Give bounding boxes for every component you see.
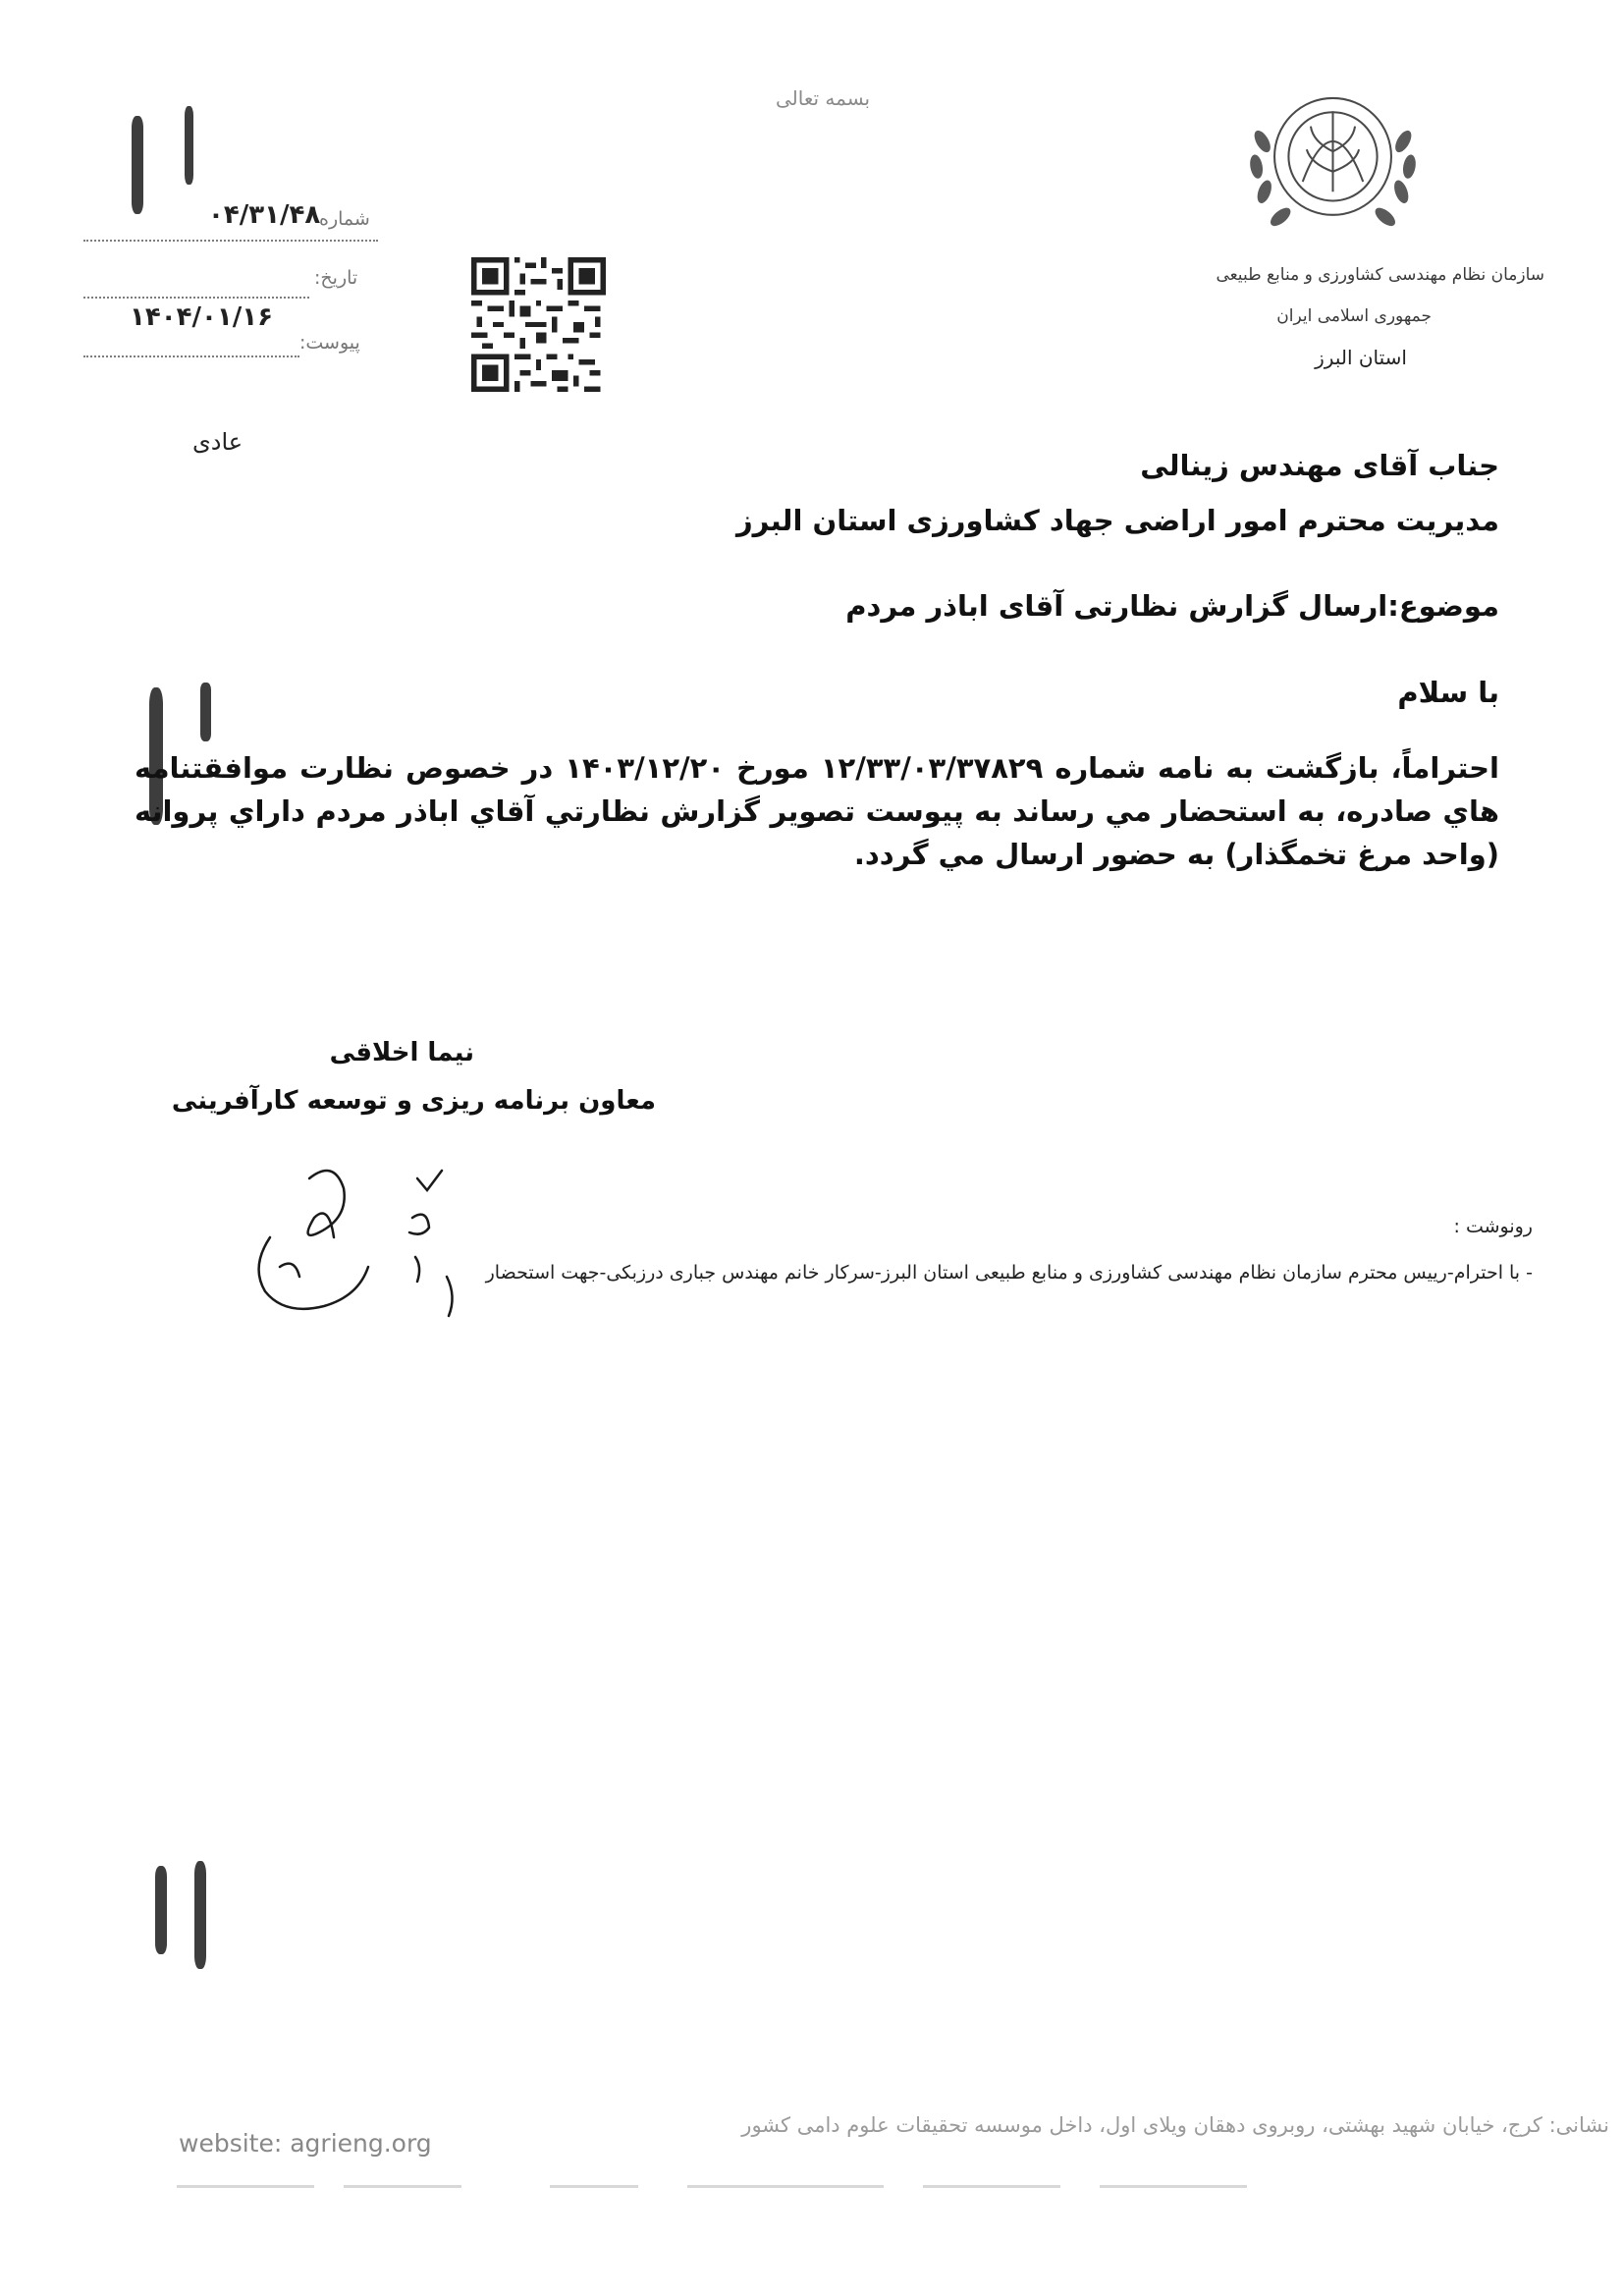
organization-logo [1232, 71, 1434, 252]
footer-website: website: agrieng.org [179, 2129, 432, 2158]
recipient-line: جناب آقای مهندس زینالی [1140, 449, 1499, 482]
handwritten-signature [241, 1159, 466, 1326]
organization-name: سازمان نظام مهندسی کشاورزی و منابع طبیعی [1216, 265, 1544, 285]
dotted-line [83, 240, 378, 242]
number-label: شماره [319, 208, 370, 230]
department-line: مدیریت محترم امور اراضی جهاد کشاورزی استان البرز [735, 504, 1499, 537]
organization-country: جمهوری اسلامی ایران [1276, 306, 1432, 326]
priority-label: عادی [192, 428, 243, 456]
subject-line: موضوع:ارسال گزارش نظارتی آقای اباذر مردم [845, 589, 1499, 623]
qr-code [471, 257, 606, 392]
cc-label: رونوشت : [1453, 1216, 1533, 1237]
letter-body: احتراماً، بازگشت به نامه شماره ۱۲/۳۳/۰۳/۳۷۸۲۹ مورخ ۱۴۰۳/۱۲/۲۰ در خصوص نظارت موافقتنامه هاي صادره، به استحضار مي رساند به پيوست تصوير گزارش نظارتي آقاي اباذر مردم داراي پروانه (واحد مرغ تخمگذار) به حضور ارسال مي گردد. [135, 751, 1499, 871]
date-value: ۱۴۰۴/۰۱/۱۶ [130, 302, 273, 332]
signer-name: نیما اخلاقی [329, 1038, 474, 1067]
attachment-label: پیوست: [299, 332, 360, 354]
number-value: ۰۴/۳۱/۴۸ [208, 200, 321, 230]
dotted-line [83, 297, 309, 299]
footer-faint-line [177, 2182, 1247, 2192]
footer-address: نشانی: کرج، خیابان شهید بهشتی، روبروی دهقان ویلای اول، داخل موسسه تحقیقات علوم دامی کشور [741, 2113, 1609, 2137]
bismillah-heading: بسمه تعالی [776, 86, 871, 110]
organization-province: استان البرز [1315, 346, 1407, 369]
signer-title: معاون برنامه ریزی و توسعه کارآفرینی [171, 1086, 656, 1116]
dotted-line [83, 355, 299, 357]
cc-item: - با احترام-رییس محترم سازمان نظام مهندسی کشاورزی و منابع طبیعی استان البرز-سرکار خانم مهندس جباری درزبکی-جهت استحضار [485, 1262, 1533, 1284]
greeting-line: با سلام [1397, 676, 1499, 709]
date-label: تاریخ: [314, 267, 358, 289]
